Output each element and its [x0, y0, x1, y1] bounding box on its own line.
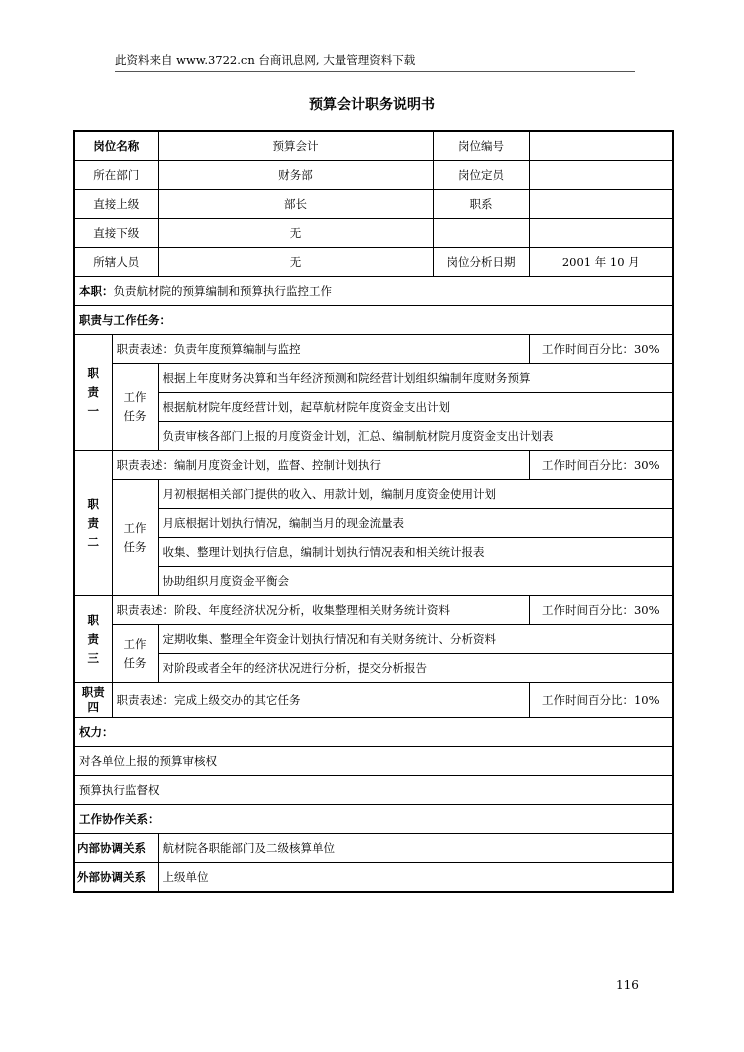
duty-4-description: 职责表述：完成上级交办的其它任务 — [112, 683, 529, 718]
duty-3-task-label: 工作任务 — [112, 625, 158, 683]
duty-3-task-2: 对阶段或者全年的经济状况进行分析，提交分析报告 — [158, 654, 673, 683]
tasks-heading: 职责与工作任务： — [74, 306, 673, 335]
row-cooperation-heading — [74, 805, 673, 834]
row-authority-item — [74, 747, 673, 776]
duty-1-task-1: 根据上年度财务决算和当年经济预测和院经营计划组织编制年度财务预算 — [158, 364, 673, 393]
superior-label: 直接上级 — [74, 190, 158, 219]
duty-3-task-1: 定期收集、整理全年资金计划执行情况和有关财务统计、分析资料 — [158, 625, 673, 654]
authority-item-2: 预算执行监督权 — [74, 776, 673, 805]
duty-1-description: 职责表述：负责年度预算编制与监控 — [112, 335, 529, 364]
duty-text: 负责航材院的预算编制和预算执行监控工作 — [113, 284, 332, 298]
row-external-relation — [74, 863, 673, 893]
duty-3-description-row — [74, 596, 673, 625]
internal-relation-value: 航材院各职能部门及二级核算单位 — [158, 834, 673, 863]
duty-3-task-row — [74, 625, 673, 654]
subordinate-value: 无 — [158, 219, 433, 248]
cooperation-heading: 工作协作关系： — [74, 805, 673, 834]
position-name-value: 预算会计 — [158, 131, 433, 161]
position-no-label: 岗位编号 — [433, 131, 529, 161]
duty-3-label: 职责三 — [74, 596, 112, 683]
duty-2-task-row — [74, 567, 673, 596]
duty-1-task-2: 根据航材院年度经营计划，起草航材院年度资金支出计划 — [158, 393, 673, 422]
duty-1-description-row — [74, 335, 673, 364]
position-name-label: 岗位名称 — [74, 131, 158, 161]
duty-4-description-row — [74, 683, 673, 718]
row-duty — [74, 277, 673, 306]
relation-value — [529, 190, 673, 219]
page-number: 116 — [616, 978, 639, 992]
duty-1-label: 职责一 — [74, 335, 112, 451]
duty-2-task-4: 协助组织月度资金平衡会 — [158, 567, 673, 596]
duty-2-time-pct: 工作时间百分比：30% — [529, 451, 673, 480]
position-no-value — [529, 131, 673, 161]
row-tasks-heading — [74, 306, 673, 335]
duty-2-task-label: 工作任务 — [112, 480, 158, 596]
empty-cell — [433, 219, 529, 248]
duty-2-task-row — [74, 538, 673, 567]
duty-2-label: 职责二 — [74, 451, 112, 596]
external-relation-value: 上级单位 — [158, 863, 673, 893]
staff-value: 无 — [158, 248, 433, 277]
duty-2-description: 职责表述：编制月度资金计划，监督、控制计划执行 — [112, 451, 529, 480]
staffing-label: 岗位定员 — [433, 161, 529, 190]
duty-3-time-pct: 工作时间百分比：30% — [529, 596, 673, 625]
duty-1-task-row — [74, 422, 673, 451]
duty-2-task-row — [74, 480, 673, 509]
duty-label: 本职： — [79, 284, 114, 298]
relation-label: 职系 — [433, 190, 529, 219]
duty-2-task-1: 月初根据相关部门提供的收入、用款计划，编制月度资金使用计划 — [158, 480, 673, 509]
row-subordinate — [74, 219, 673, 248]
row-department — [74, 161, 673, 190]
source-header: 此资料来自 www.3722.cn 台商讯息网, 大量管理资料下载 — [115, 52, 635, 72]
duty-1-task-3: 负责审核各部门上报的月度资金计划，汇总、编制航材院月度资金支出计划表 — [158, 422, 673, 451]
row-superior — [74, 190, 673, 219]
duty-1-task-row — [74, 393, 673, 422]
row-authority-item — [74, 776, 673, 805]
department-value: 财务部 — [158, 161, 433, 190]
analysis-date-label: 岗位分析日期 — [433, 248, 529, 277]
duty-1-task-row — [74, 364, 673, 393]
row-staff — [74, 248, 673, 277]
duty-1-time-pct: 工作时间百分比：30% — [529, 335, 673, 364]
superior-value: 部长 — [158, 190, 433, 219]
authority-heading: 权力： — [74, 718, 673, 747]
authority-item-1: 对各单位上报的预算审核权 — [74, 747, 673, 776]
duty-4-label: 职责四 — [74, 683, 112, 718]
duty-2-task-3: 收集、整理计划执行信息，编制计划执行情况表和相关统计报表 — [158, 538, 673, 567]
analysis-date-value: 2001 年 10 月 — [529, 248, 673, 277]
page-title: 预算会计职务说明书 — [309, 97, 435, 113]
row-internal-relation — [74, 834, 673, 863]
duty-2-task-2: 月底根据计划执行情况，编制当月的现金流量表 — [158, 509, 673, 538]
department-label: 所在部门 — [74, 161, 158, 190]
subordinate-label: 直接下级 — [74, 219, 158, 248]
external-relation-label: 外部协调关系 — [74, 863, 158, 893]
duty-2-task-row — [74, 509, 673, 538]
job-description-table — [73, 130, 674, 893]
duty-cell — [74, 277, 673, 306]
duty-1-task-label: 工作任务 — [112, 364, 158, 451]
staffing-value — [529, 161, 673, 190]
row-position-name — [74, 131, 673, 161]
duty-3-task-row — [74, 654, 673, 683]
duty-4-time-pct: 工作时间百分比：10% — [529, 683, 673, 718]
staff-label: 所辖人员 — [74, 248, 158, 277]
duty-3-description: 职责表述：阶段、年度经济状况分析，收集整理相关财务统计资料 — [112, 596, 529, 625]
duty-2-description-row — [74, 451, 673, 480]
internal-relation-label: 内部协调关系 — [74, 834, 158, 863]
empty-cell — [529, 219, 673, 248]
row-authority-heading — [74, 718, 673, 747]
